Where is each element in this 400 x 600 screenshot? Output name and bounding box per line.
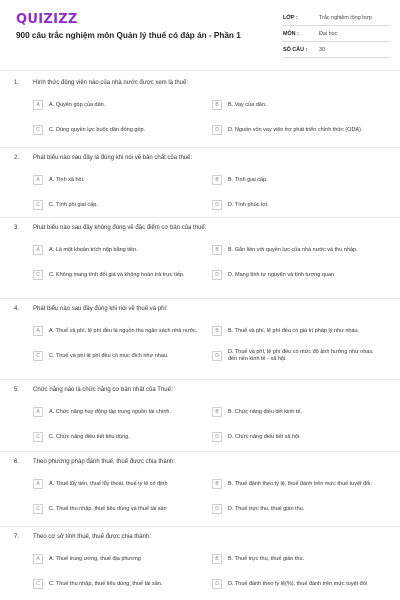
option-text: D. Chức năng điều tiết xã hội <box>228 433 300 440</box>
option-letter-box: A <box>33 245 43 255</box>
option-text: C. Chức năng điều tiết tiêu dùng. <box>49 433 130 440</box>
option-text: D. Tính phúc lợi. <box>228 201 269 208</box>
option-text: B. Chức năng điều tiết kinh tế. <box>228 408 303 415</box>
answer-option[interactable] <box>212 173 380 187</box>
option-text: A. Chức năng huy động tập trung nguồn tài chính. <box>49 408 172 415</box>
answer-option[interactable] <box>212 268 380 282</box>
answer-option[interactable] <box>33 430 201 444</box>
option-letter-box: B <box>212 245 222 255</box>
meta-key: SỐ CÂU : <box>283 46 308 53</box>
meta-row-subject <box>283 26 391 42</box>
option-text: C. Tính phi giai cấp. <box>49 201 98 208</box>
meta-key: LỚP : <box>283 14 298 21</box>
answer-option[interactable] <box>33 477 201 491</box>
option-letter-box: D <box>212 351 222 361</box>
question-text: Theo phương pháp đánh thuế, thuế được chia thành: <box>33 459 176 465</box>
option-letter-box: B <box>212 479 222 489</box>
question-text: Phát biểu nào sau đây là đúng khi nói về bản chất của thuế: <box>33 155 193 161</box>
option-text: B. Thuế đánh theo tỷ lệ, thuế đánh trên mức thuế tuyệt đối. <box>228 480 372 487</box>
option-letter-box: B <box>212 175 222 185</box>
answer-option[interactable] <box>212 349 380 363</box>
answer-option[interactable] <box>212 430 380 444</box>
answer-option[interactable] <box>33 173 201 187</box>
question-number: 6. <box>14 459 20 465</box>
option-letter-box: D <box>212 504 222 514</box>
option-text: C. Không mang tính đối giá và không hoàn trả trực tiếp. <box>49 271 185 278</box>
answer-option[interactable] <box>33 577 201 591</box>
option-text: D. Thuế đánh theo tỷ lệ(%), thuế đánh trên mức tuyệt đối <box>228 580 368 587</box>
option-letter-box: A <box>33 175 43 185</box>
question-text: Phát biểu nào sau đây không đúng về đặc điểm cơ bản của thuế: <box>33 225 207 231</box>
option-text: A. Quyên góp của dân. <box>49 101 106 108</box>
answer-option[interactable] <box>212 477 380 491</box>
option-text: B. Vay của dân. <box>228 101 267 108</box>
option-text: A. Tính xã hội. <box>49 176 85 183</box>
worksheet-meta <box>283 10 391 58</box>
option-text: B. Tính giai cấp. <box>228 176 268 183</box>
question-number: 7. <box>14 534 20 540</box>
question-divider <box>0 298 400 299</box>
worksheet-title: 900 câu trắc nghiệm môn Quản lý thuế có đáp án - Phần 1 <box>16 31 241 40</box>
option-text: A. Thuế trung ương, thuế địa phương <box>49 555 141 562</box>
answer-option[interactable] <box>212 552 380 566</box>
option-letter-box: C <box>33 351 43 361</box>
option-letter-box: C <box>33 270 43 280</box>
option-letter-box: C <box>33 579 43 589</box>
option-letter-box: A <box>33 479 43 489</box>
meta-key: MÔN : <box>283 30 299 37</box>
option-text: A. Là một khoản trích nộp bằng tiền. <box>49 246 138 253</box>
meta-row-class <box>283 10 391 26</box>
option-text: B. Gắn liền với quyền lực của nhà nước và thu nhập. <box>228 246 358 253</box>
header-divider <box>0 70 400 71</box>
question-number: 1. <box>14 80 20 86</box>
option-text: C. Dùng quyền lực buộc dân đóng góp. <box>49 126 146 133</box>
question-number: 4. <box>14 306 20 312</box>
answer-option[interactable] <box>33 98 201 112</box>
answer-option[interactable] <box>33 405 201 419</box>
answer-option[interactable] <box>212 243 380 257</box>
answer-option[interactable] <box>33 243 201 257</box>
answer-option[interactable] <box>33 502 201 516</box>
option-text: C. Thuế và phí lệ phí đều có mục đích như nhau. <box>49 352 169 359</box>
question-text: Theo cơ sở tính thuế, thuế được chia thành: <box>33 534 151 540</box>
option-letter-box: A <box>33 407 43 417</box>
question-divider <box>0 379 400 380</box>
answer-option[interactable] <box>212 198 380 212</box>
option-letter-box: B <box>212 407 222 417</box>
answer-option[interactable] <box>212 98 380 112</box>
question-text: Chức năng nào là chức năng cơ bản nhất của Thuế: <box>33 387 173 393</box>
meta-value: 30 <box>319 46 325 53</box>
option-letter-box: D <box>212 579 222 589</box>
question-number: 5. <box>14 387 20 393</box>
quizizz-logo: QUIZIZZ <box>16 12 78 27</box>
option-text: D. Nguồn vốn vay viện trợ phát triển chính thức (ODA) <box>228 126 361 133</box>
option-letter-box: C <box>33 504 43 514</box>
option-text: C. Thuế thu nhập, thuế tiêu dùng, thuế tài sản. <box>49 580 163 587</box>
question-text: Hình thức động viên nào của nhà nước được xem là thuế: <box>33 80 189 86</box>
option-letter-box: C <box>33 432 43 442</box>
answer-option[interactable] <box>33 552 201 566</box>
option-text: B. Thuế trực thu, thuế gián thu. <box>228 555 305 562</box>
option-letter-box: D <box>212 125 222 135</box>
option-text: A. Thuế lũy tiến, thuế lũy thoái, thuế tỷ lệ cố định <box>49 480 168 487</box>
question-text: Phát biểu nào sau đây đúng khi nói về thuế và phí: <box>33 306 168 312</box>
answer-option[interactable] <box>212 324 380 338</box>
option-letter-box: C <box>33 125 43 135</box>
option-letter-box: A <box>33 326 43 336</box>
option-letter-box: D <box>212 270 222 280</box>
answer-option[interactable] <box>212 123 380 137</box>
option-text: A. Thuế và phí, lệ phí đều là nguồn thu ngân sách nhà nước. <box>49 327 198 334</box>
option-letter-box: B <box>212 326 222 336</box>
meta-value: Đại học <box>319 30 338 37</box>
option-letter-box: B <box>212 100 222 110</box>
question-number: 3. <box>14 225 20 231</box>
option-letter-box: C <box>33 200 43 210</box>
option-text: D. Thuế và phí, lệ phí đều có mức độ ảnh hưởng như nhau đến nền kinh tế - xã hội. <box>228 349 373 362</box>
meta-value: Trắc nghiệm tổng hợp <box>319 14 372 21</box>
answer-option[interactable] <box>212 577 380 591</box>
meta-row-count <box>283 42 391 58</box>
option-letter-box: B <box>212 554 222 564</box>
option-text: D. Mang tính tự nguyện và tính tương quan <box>228 271 335 278</box>
option-letter-box: D <box>212 200 222 210</box>
worksheet-header <box>0 0 400 68</box>
answer-option[interactable] <box>33 123 201 137</box>
answer-option[interactable] <box>33 349 201 363</box>
option-letter-box: A <box>33 100 43 110</box>
question-divider <box>0 451 400 452</box>
question-number: 2. <box>14 155 20 161</box>
option-text: C. Thuế thu nhập, thuế tiêu dùng và thuế tài sản <box>49 505 167 512</box>
option-text: B. Thuế và phí, lệ phí đều có giá trị pháp lý như nhau. <box>228 327 360 334</box>
answer-option[interactable] <box>33 324 201 338</box>
answer-option[interactable] <box>33 268 201 282</box>
answer-option[interactable] <box>33 198 201 212</box>
answer-option[interactable] <box>212 405 380 419</box>
option-letter-box: A <box>33 554 43 564</box>
question-divider <box>0 217 400 218</box>
option-letter-box: D <box>212 432 222 442</box>
answer-option[interactable] <box>212 502 380 516</box>
question-divider <box>0 526 400 527</box>
option-text: D. Thuế trực thu, thuế gián thu. <box>228 505 305 512</box>
question-divider <box>0 147 400 148</box>
